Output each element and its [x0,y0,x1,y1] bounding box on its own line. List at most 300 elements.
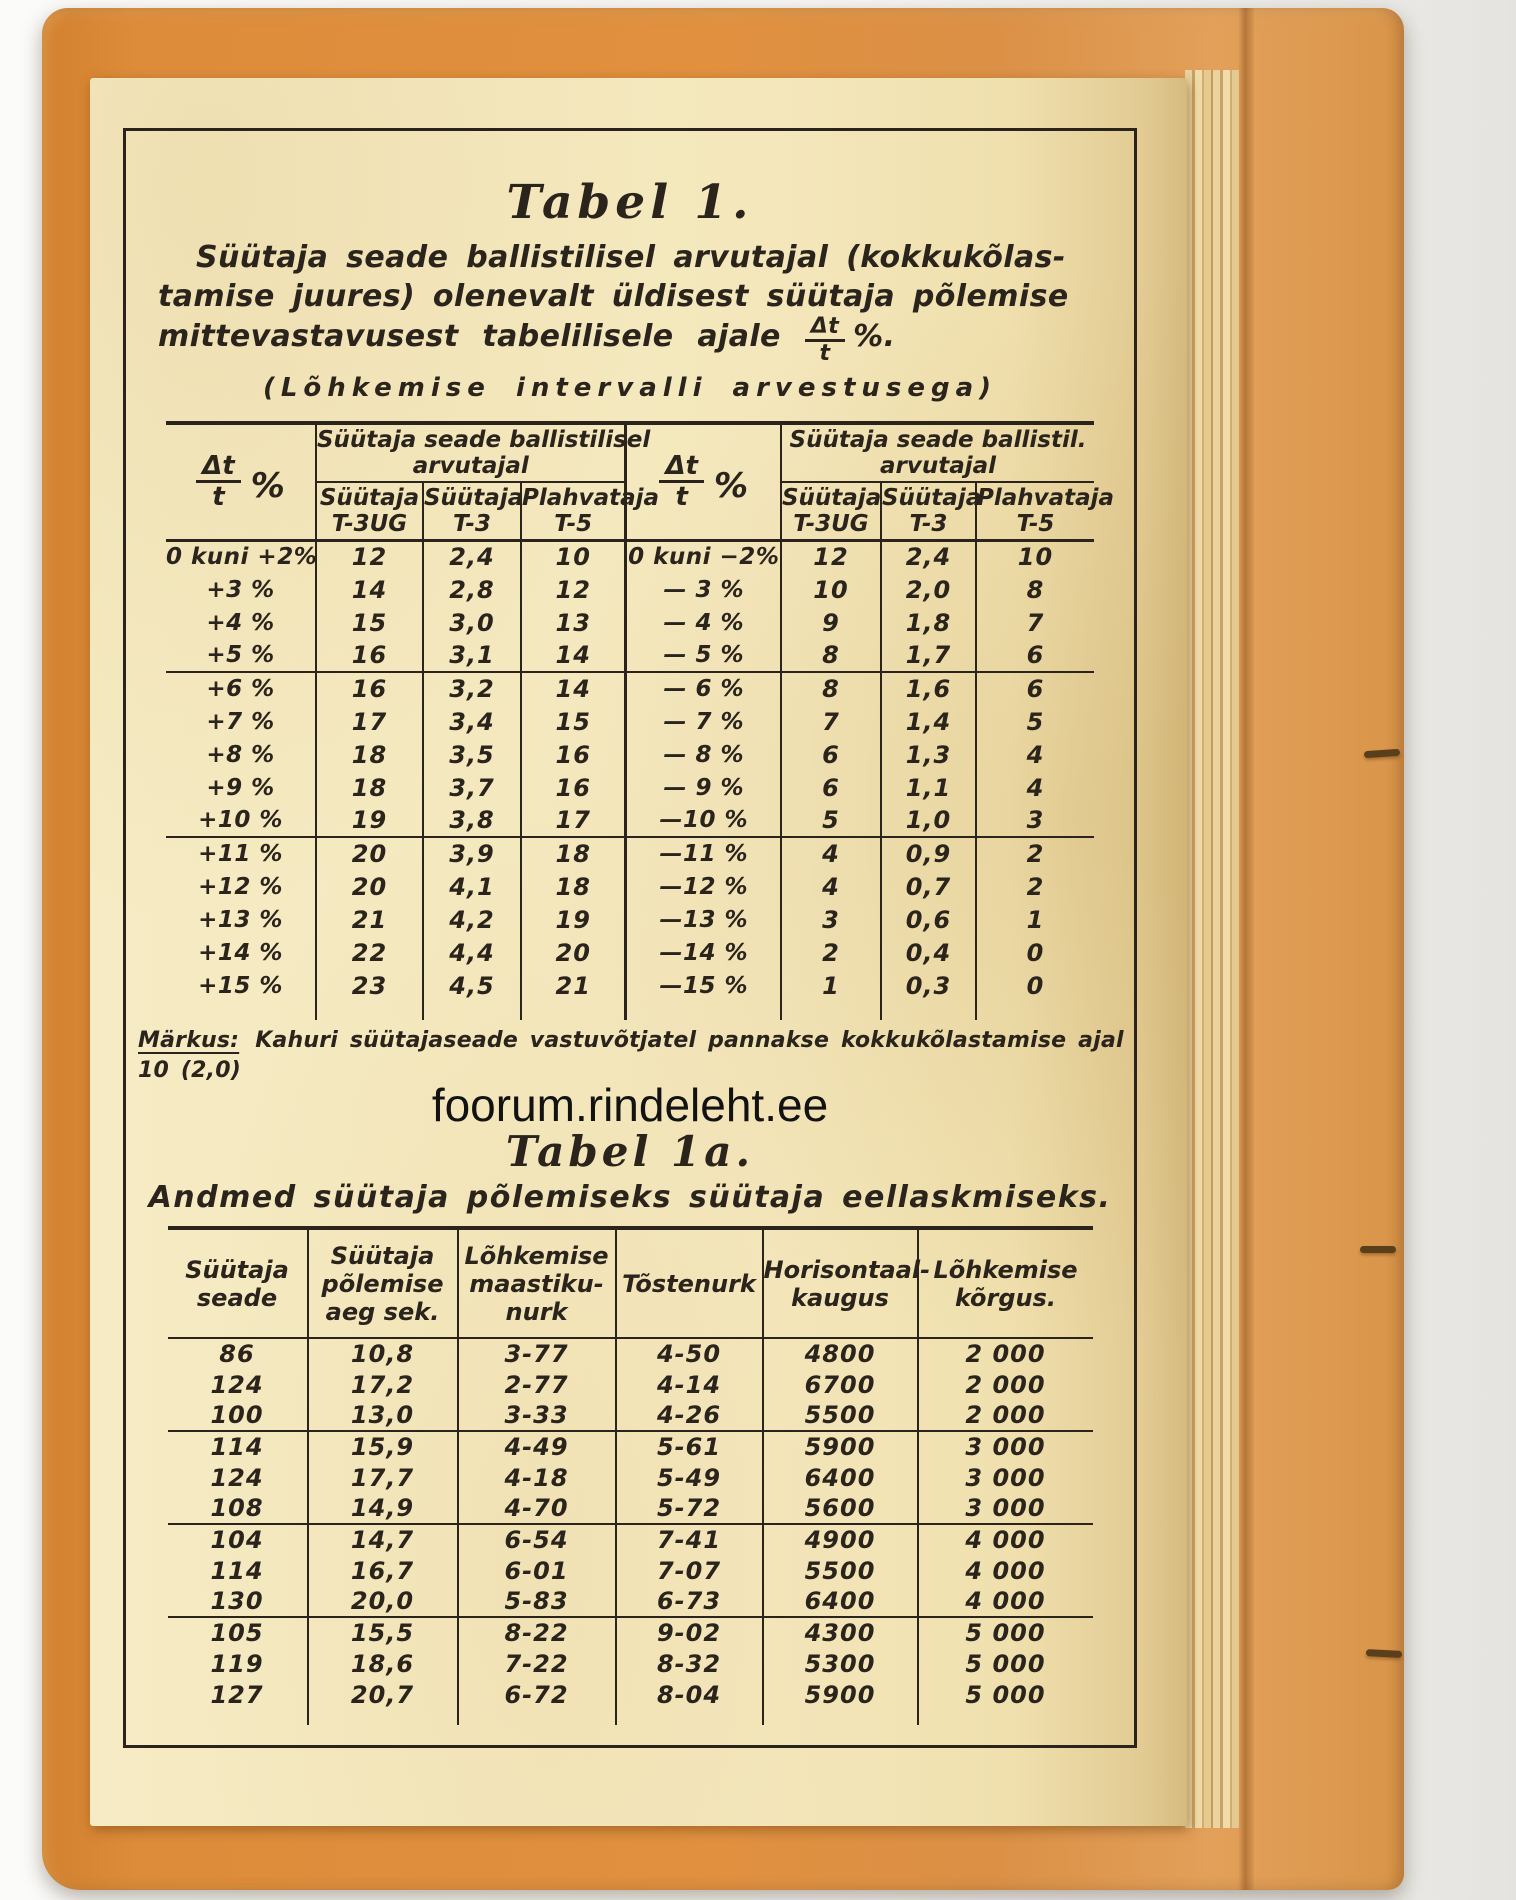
table-row [168,1462,1093,1493]
column-header-line: T-5 [554,510,593,537]
note-label: Märkus: [138,1028,240,1053]
dt-fraction-header [166,423,316,540]
table-row [168,1493,1093,1524]
page-edges [1185,70,1239,1828]
table-cell: 3 [781,903,881,936]
table-cell: 15,9 [308,1431,458,1462]
line-stub [166,1002,316,1020]
line-stub [521,1002,626,1020]
table-cell: 8 [976,573,1094,606]
table-cell: 20 [521,936,626,969]
table-cell: 108 [210,1494,264,1522]
table-cell: 19 [521,903,626,936]
table-cell: 3 000 [918,1431,1093,1462]
table-row [166,672,1094,705]
table-cell: 114 [210,1556,264,1585]
table-cell: 5 000 [918,1679,1093,1710]
table-cell: 21 [521,969,626,1002]
column-header-line: Süütaja [330,1241,435,1270]
table-cell: 6 [976,672,1094,705]
table-cell: 4 [976,738,1094,771]
table-row [166,540,1094,573]
table-cell: 12 [316,540,423,573]
line-stub [976,1002,1094,1020]
table-cell: 5500 [763,1555,918,1586]
dt-over-t-fraction [659,451,704,513]
table-cell: 18,6 [308,1648,458,1679]
table-row [168,1586,1093,1617]
table-cell: 3 [976,804,1094,837]
column-header-line: Süütaja [423,484,524,511]
column-header-line: Lõhkemise [464,1241,609,1270]
table-cell: 6 [781,738,881,771]
table-cell: 3,5 [423,738,521,771]
table-cell: 3,9 [423,837,521,870]
table-cell: +4 % [206,609,275,636]
line-stub [458,1710,616,1725]
table-cell: — 3 % [626,573,781,606]
table-cell: 1,1 [881,771,976,804]
column-header [458,1228,616,1338]
table-cell: 0 [976,936,1094,969]
table-cell: +5 % [206,642,275,668]
table-cell: 20,7 [308,1679,458,1710]
table-cell: — 9 % [626,771,781,804]
table1a-subtitle: Andmed süütaja põlemiseks süütaja eellaskmiseks. [148,1180,1112,1215]
table-cell: 3,4 [423,705,521,738]
table-cell: +3 % [206,576,275,603]
table-cell: 7 [976,606,1094,639]
column-header [616,1228,763,1338]
line-stub [616,1710,763,1725]
table-cell: —15 % [626,969,781,1002]
table-cell: 0,3 [881,969,976,1002]
column-header-line: kaugus [791,1283,889,1312]
table-cell: 105 [210,1619,264,1647]
table-cell: 10 [976,540,1094,573]
fraction-denominator: t [675,482,688,513]
table-cell: —13 % [626,903,781,936]
table-cell: 4 [781,837,881,870]
table-cell: 9-02 [616,1617,763,1648]
table-cell: 0 kuni −2% [626,540,781,573]
table-cell: +7 % [206,708,275,735]
table1a-title: Tabel 1a. [505,1127,755,1176]
table-cell: 86 [219,1340,255,1368]
table-cell: 4800 [763,1338,918,1369]
line-stub [881,1002,976,1020]
intro-line [158,316,1102,365]
column-header-line: kõrgus. [954,1283,1057,1312]
table-cell: 5 000 [918,1648,1093,1679]
table-cell: — 5 % [626,639,781,672]
column-header-line: Süütaja [881,484,982,511]
table-cell: 3,8 [423,804,521,837]
table-cell: 4 000 [918,1555,1093,1586]
table-row-group [166,540,1094,672]
table-cell: 5600 [763,1493,918,1524]
orange-cover [42,8,1404,1890]
table-cell: +9 % [206,774,275,801]
table-cell: 14 [521,672,626,705]
table-cell: 0,6 [881,903,976,936]
table-row-group [168,1338,1093,1431]
table-cell: 12 [521,573,626,606]
table1-note [138,1026,1134,1086]
intro-line-text: mittevastavusest tabelilisele ajale [158,319,781,354]
table-cell: 21 [316,903,423,936]
table-cell: 1,7 [881,639,976,672]
column-header [168,1228,308,1338]
table-row [166,738,1094,771]
column-header-line: T-3 [909,510,948,537]
group-header-line: arvutajal [879,453,997,479]
table-cell: 17 [521,804,626,837]
table-cell: 10 [521,540,626,573]
table-cell: 3,1 [423,639,521,672]
line-stub [168,1710,308,1725]
table-cell: 0,7 [881,870,976,903]
table-cell: 4900 [763,1524,918,1555]
table-cell: 2,4 [881,540,976,573]
table-cell: 17 [316,705,423,738]
table-cell: 1,6 [881,672,976,705]
cover-crease [1238,8,1254,1890]
column-header-line: Tõstenurk [622,1269,756,1298]
group-header-line: Süütaja seade ballistil. [789,427,1087,453]
column-header-line: Süütaja [185,1255,289,1284]
table-row [166,936,1094,969]
intro-line-suffix: %. [853,319,896,354]
table-cell: 3,7 [423,771,521,804]
table-cell: 4-49 [458,1431,616,1462]
table-cell: 124 [210,1463,264,1492]
watermark-text: foorum.rindeleht.ee [431,1079,829,1131]
table-cell: 4,1 [423,870,521,903]
table-row [168,1431,1093,1462]
table-cell: 104 [210,1526,264,1554]
line-stub-row [166,1002,1094,1020]
table-cell: 4,2 [423,903,521,936]
table-cell: 14,9 [308,1493,458,1524]
table-cell: — 4 % [626,606,781,639]
table-cell: —12 % [626,870,781,903]
line-stub [918,1710,1093,1725]
table-cell: 5 [781,804,881,837]
table-cell: 5-61 [616,1431,763,1462]
table-cell: 13,0 [308,1400,458,1431]
table-cell: 6400 [763,1462,918,1493]
table-cell: 15 [316,606,423,639]
table-cell: 6-54 [458,1524,616,1555]
percent-sign: % [713,466,749,507]
table-cell: 12 [781,540,881,573]
table-cell: 100 [210,1401,264,1429]
column-header [521,482,660,540]
table-cell: 0 kuni +2% [165,544,318,571]
table-cell: 16 [316,639,423,672]
table-cell: 2,0 [881,573,976,606]
table-cell: 16 [316,672,423,705]
column-header-line: Lõhkemise [933,1255,1078,1284]
column-header [881,482,982,540]
column-header [763,1228,931,1338]
table-cell: +6 % [206,676,275,702]
table-cell: 7-07 [616,1555,763,1586]
table-cell: 1,3 [881,738,976,771]
table1a-header [168,1228,1093,1338]
table-cell: 22 [316,936,423,969]
table-row [166,573,1094,606]
table-cell: 5500 [763,1400,918,1431]
table1-line-stubs [166,1002,1094,1020]
line-stub [626,1002,781,1020]
table-cell: 1,4 [881,705,976,738]
table-cell: 1 [976,903,1094,936]
table-cell: 3,2 [423,672,521,705]
table-cell: — 7 % [626,705,781,738]
table-cell: 18 [521,870,626,903]
table-row [168,1679,1093,1710]
table-cell: 2 [781,936,881,969]
table-cell: 124 [210,1370,264,1399]
fraction-numerator: Δt [805,316,845,342]
table-cell: 0,4 [881,936,976,969]
table-cell: 4 [976,771,1094,804]
column-header-line: põlemise [321,1269,444,1298]
table-row [168,1338,1093,1369]
table-cell: 4 000 [918,1524,1093,1555]
table-cell: 6700 [763,1369,918,1400]
column-header-line: Horisontaal- [763,1255,931,1284]
table-row [166,804,1094,837]
table-row-group [166,672,1094,837]
percent-sign: % [250,466,285,507]
table-cell: 114 [210,1433,264,1461]
table-row [168,1648,1093,1679]
table-cell: — 8 % [626,738,781,771]
column-header-line: Süütaja [781,484,882,511]
paper-sheet [90,78,1187,1826]
column-header [918,1228,1093,1338]
table-row [168,1369,1093,1400]
table-cell: —10 % [626,804,781,837]
table-cell: 3-33 [458,1400,616,1431]
table-cell: 8 [781,672,881,705]
table-cell: 0,9 [881,837,976,870]
table-cell: 4-26 [616,1400,763,1431]
column-header-line: Plahvataja [976,484,1115,511]
table-cell: 3-77 [458,1338,616,1369]
column-header [976,482,1115,540]
column-header-line: seade [196,1283,278,1312]
intro-parenthetical: (Lõhkemise intervalli arvestusega) [262,373,998,403]
table-cell: 0 [976,969,1094,1002]
table-cell: 8 [781,639,881,672]
column-header-line: maastiku- [469,1269,604,1298]
intro-line: tamise juures) olenevalt üldisest süütaja põlemise [158,279,1069,314]
table-cell: 2 [976,870,1094,903]
table-row [166,969,1094,1002]
table-cell: +8 % [206,741,275,768]
table-row-group [166,837,1094,1002]
line-stub [781,1002,881,1020]
column-header-line: nurk [505,1297,568,1326]
group-header-right [781,423,1094,482]
table-cell: 4,4 [423,936,521,969]
table-cell: 127 [210,1680,264,1709]
table-row [166,639,1094,672]
line-stub [423,1002,521,1020]
table-cell: 5900 [763,1431,918,1462]
column-header-line: T-3 [453,510,491,537]
table-row [168,1555,1093,1586]
table-cell: —11 % [626,837,781,870]
column-header-line: Plahvataja [521,484,660,511]
column-header [423,482,524,540]
column-header-line: T-3UG [793,510,869,537]
intro-line: Süütaja seade ballistilisel arvutajal (kokkukõlas- [196,240,1066,275]
table-cell: 18 [521,837,626,870]
table-cell: 18 [316,771,423,804]
table-cell: 130 [210,1587,264,1615]
table-cell: 7-41 [616,1524,763,1555]
table-cell: 2 000 [918,1369,1093,1400]
note-text: Kahuri süütajaseade vastuvõtjatel pannakse kokkukõlastamise ajal 10 (2,0) [138,1028,1124,1083]
column-header-line: T-3UG [331,510,408,537]
table-cell: 16 [521,738,626,771]
table1-title: Tabel 1. [506,175,754,230]
table-cell: 1 [781,969,881,1002]
table-cell: 5300 [763,1648,918,1679]
table-cell: —14 % [626,936,781,969]
table-cell: 5 [976,705,1094,738]
table-cell: 20 [316,870,423,903]
table-cell: 16 [521,771,626,804]
table-cell: 14 [316,573,423,606]
table-cell: 4-18 [458,1462,616,1493]
line-stub [308,1710,458,1725]
table-cell: +10 % [198,807,283,833]
table-row-group [168,1617,1093,1710]
table-row [166,606,1094,639]
table-row [166,837,1094,870]
binding-stitch [1364,749,1400,758]
dt-over-t-fraction [805,316,845,365]
table-row [168,1400,1093,1431]
group-header-left [316,423,651,482]
table-cell: 4 000 [918,1586,1093,1617]
table-cell: +11 % [198,841,283,867]
table-cell: 6400 [763,1586,918,1617]
table-cell: — 6 % [626,672,781,705]
table-cell: 6-73 [616,1586,763,1617]
table-cell: 5-72 [616,1493,763,1524]
table-cell: 4300 [763,1617,918,1648]
table-cell: +14 % [198,939,283,966]
table-row [166,903,1094,936]
table-cell: 2 000 [918,1338,1093,1369]
table-cell: 5-49 [616,1462,763,1493]
table-cell: 3 000 [918,1493,1093,1524]
fraction-denominator: t [212,482,225,513]
table-cell: 4,5 [423,969,521,1002]
table-cell: 14,7 [308,1524,458,1555]
prefire-data-table [168,1226,1093,1725]
table-cell: 8-04 [616,1679,763,1710]
table-cell: 5 000 [918,1617,1093,1648]
fraction-numerator: Δt [659,453,704,483]
table-row [166,705,1094,738]
table-cell: 4-70 [458,1493,616,1524]
line-stub [316,1002,423,1020]
table-cell: 9 [781,606,881,639]
table-row [166,870,1094,903]
table-cell: 20,0 [308,1586,458,1617]
table-cell: 15,5 [308,1617,458,1648]
table-cell: 10,8 [308,1338,458,1369]
dt-over-t-fraction [196,451,241,513]
column-header [308,1228,458,1338]
group-header-line: Süütaja seade ballistilisel [316,427,651,453]
table-cell: 4-14 [616,1369,763,1400]
table-cell: 7 [781,705,881,738]
fraction-denominator: t [819,341,831,366]
fuze-setting-table [165,421,1115,1020]
table-cell: 8-22 [458,1617,616,1648]
column-header [316,482,423,540]
table-cell: 2 [976,837,1094,870]
group-header-line: arvutajal [412,453,529,479]
table-row-group [168,1431,1093,1524]
table-cell: 119 [210,1649,264,1678]
table-cell: 7-22 [458,1648,616,1679]
table-row [166,771,1094,804]
table-cell: 14 [521,639,626,672]
table-cell: 18 [316,738,423,771]
table-cell: 20 [316,837,423,870]
line-stub-row [168,1710,1093,1725]
table-cell: 10 [781,573,881,606]
table1-intro [158,238,1102,365]
column-header-line: T-5 [1016,510,1055,537]
table-row [168,1524,1093,1555]
table-cell: +13 % [198,906,283,933]
table-cell: 8-32 [616,1648,763,1679]
table-cell: +12 % [198,873,283,900]
table-cell: 4 [781,870,881,903]
table-cell: 1,0 [881,804,976,837]
column-header-line: aeg sek. [325,1297,440,1326]
table-cell: 15 [521,705,626,738]
table-cell: 19 [316,804,423,837]
table1-header [166,423,1115,540]
table-cell: 5-83 [458,1586,616,1617]
table-cell: 16,7 [308,1555,458,1586]
table-cell: 13 [521,606,626,639]
table-row-group [168,1524,1093,1617]
table-cell: 17,7 [308,1462,458,1493]
column-header [781,482,881,540]
table-frame [123,128,1137,1748]
table-row [168,1617,1093,1648]
table-cell: 2,4 [423,540,521,573]
table-cell: 17,2 [308,1369,458,1400]
line-stub [763,1710,918,1725]
table-cell: 6 [781,771,881,804]
table-cell: 1,8 [881,606,976,639]
table-cell: 3,0 [423,606,521,639]
